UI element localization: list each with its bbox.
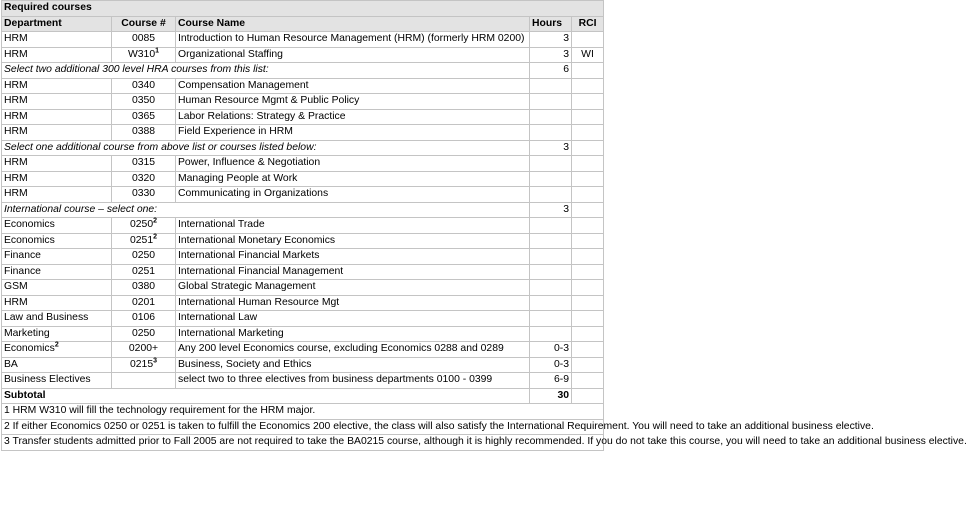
course-number-text: 0380 — [131, 281, 156, 292]
course-number-text: 0201 — [131, 296, 156, 308]
course-number-text: 0106 — [131, 312, 156, 323]
title-row — [2, 1, 604, 17]
department-text: HRM — [4, 48, 28, 60]
rci-cell — [572, 218, 604, 234]
department-text: GSM — [4, 281, 28, 292]
course-name-cell: International Financial Markets — [176, 249, 530, 265]
hours-cell — [530, 280, 572, 296]
course-number-text: 0365 — [131, 110, 156, 122]
course-name-cell: Any 200 level Economics course, excluding Economics 0288 and 0289 — [176, 342, 530, 358]
instruction-text: Select two additional 300 level HRA courses from this list: — [2, 63, 530, 79]
department-text: HRM — [4, 95, 28, 106]
hours-cell: 3 — [530, 47, 572, 63]
department-text: BA — [4, 358, 18, 370]
rci-cell — [572, 373, 604, 389]
course-number-cell — [112, 357, 176, 373]
hours-cell — [530, 187, 572, 203]
rci-cell — [572, 202, 604, 218]
course-number-cell — [112, 109, 176, 125]
header-row — [2, 16, 604, 32]
department-text: Marketing — [4, 327, 50, 339]
rci-cell — [572, 171, 604, 187]
department-cell — [2, 342, 112, 358]
hours-cell — [530, 218, 572, 234]
department-text: Economics — [4, 234, 55, 246]
footnote-row — [2, 435, 604, 451]
hours-cell: 3 — [530, 140, 572, 156]
department-cell — [2, 326, 112, 342]
rci-cell — [572, 280, 604, 296]
hours-cell — [530, 94, 572, 110]
hours-cell — [530, 311, 572, 327]
course-row — [2, 32, 604, 48]
department-text: HRM — [4, 126, 28, 137]
course-row — [2, 249, 604, 265]
course-number-cell — [112, 280, 176, 296]
course-row — [2, 295, 604, 311]
course-number-text: 0250 — [129, 219, 154, 230]
course-number-cell — [112, 32, 176, 48]
rci-cell — [572, 140, 604, 156]
course-number-text: 0320 — [131, 172, 156, 184]
course-row — [2, 373, 604, 389]
rci-cell — [572, 326, 604, 342]
table-title: Required courses — [2, 1, 604, 17]
department-cell — [2, 357, 112, 373]
course-name-cell: Labor Relations: Strategy & Practice — [176, 109, 530, 125]
department-text: HRM — [4, 79, 28, 91]
table-body — [2, 1, 967, 451]
course-name-cell: Organizational Staffing — [176, 47, 530, 63]
department-text: HRM — [4, 110, 28, 122]
rci-cell — [572, 311, 604, 327]
hours-cell: 6 — [530, 63, 572, 79]
course-name-cell: International Trade — [176, 218, 530, 234]
course-name-cell: Global Strategic Management — [176, 280, 530, 296]
department-text: HRM — [4, 33, 28, 44]
course-row — [2, 357, 604, 373]
rci-cell — [572, 156, 604, 172]
instruction-row — [2, 63, 604, 79]
subtotal-rci — [572, 388, 604, 404]
department-text: Finance — [4, 250, 41, 261]
course-number-cell — [112, 125, 176, 141]
course-number-cell — [112, 187, 176, 203]
required-courses-table — [1, 0, 967, 451]
course-name-cell: select two to three electives from business departments 0100 - 0399 — [176, 373, 530, 389]
header-hours: Hours — [530, 16, 572, 32]
course-row — [2, 233, 604, 249]
footnote-marker: 2 — [153, 233, 158, 241]
course-row — [2, 78, 604, 94]
course-number-text: 0350 — [131, 95, 156, 106]
course-number-cell — [112, 311, 176, 327]
course-name-cell: International Law — [176, 311, 530, 327]
course-number-cell — [112, 218, 176, 234]
course-number-cell — [112, 295, 176, 311]
course-name-cell: Power, Influence & Negotiation — [176, 156, 530, 172]
course-number-text: 0250 — [131, 250, 156, 261]
instruction-row — [2, 202, 604, 218]
department-cell — [2, 218, 112, 234]
course-name-cell: International Financial Management — [176, 264, 530, 280]
footnote-marker: 2 — [153, 217, 158, 225]
department-cell — [2, 78, 112, 94]
department-cell — [2, 280, 112, 296]
course-number-text: 0085 — [131, 33, 156, 44]
department-text: Economics — [4, 219, 55, 230]
instruction-text: Select one additional course from above list or courses listed below: — [2, 140, 530, 156]
rci-cell — [572, 63, 604, 79]
department-cell — [2, 32, 112, 48]
department-text: Law and Business — [4, 312, 89, 323]
hours-cell: 0-3 — [530, 342, 572, 358]
department-text: HRM — [4, 296, 28, 308]
course-row — [2, 280, 604, 296]
hours-cell — [530, 109, 572, 125]
footnote-text: 3 Transfer students admitted prior to Fall 2005 are not required to take the BA0215 course, although it is highly recommended. If you do not take this course, you will need to take an additional business elective. — [2, 435, 604, 451]
rci-cell — [572, 109, 604, 125]
instruction-text: International course – select one: — [2, 202, 530, 218]
course-number-text: 0315 — [131, 157, 156, 168]
department-cell — [2, 94, 112, 110]
course-name-cell: International Human Resource Mgt — [176, 295, 530, 311]
course-row — [2, 47, 604, 63]
header-course-name: Course Name — [176, 16, 530, 32]
course-row — [2, 94, 604, 110]
course-number-text: 0340 — [131, 79, 156, 91]
course-number-cell — [112, 264, 176, 280]
department-cell — [2, 156, 112, 172]
course-name-cell: Introduction to Human Resource Management (HRM) (formerly HRM 0200) — [176, 32, 530, 48]
course-row — [2, 264, 604, 280]
course-number-text: 0250 — [131, 327, 156, 339]
footnote-row — [2, 404, 604, 420]
department-cell — [2, 47, 112, 63]
course-name-cell: Business, Society and Ethics — [176, 357, 530, 373]
department-cell — [2, 249, 112, 265]
course-number-cell — [112, 78, 176, 94]
hours-cell: 0-3 — [530, 357, 572, 373]
course-number-text: 0330 — [131, 188, 156, 199]
department-cell — [2, 373, 112, 389]
course-row — [2, 326, 604, 342]
footnote-marker: 3 — [153, 357, 158, 365]
hours-cell — [530, 264, 572, 280]
department-cell — [2, 295, 112, 311]
rci-cell — [572, 342, 604, 358]
course-row — [2, 109, 604, 125]
hours-cell: 3 — [530, 202, 572, 218]
rci-cell: WI — [572, 47, 604, 63]
department-text: HRM — [4, 157, 28, 168]
course-number-cell — [112, 326, 176, 342]
hours-cell — [530, 156, 572, 172]
header-course-number: Course # — [112, 16, 176, 32]
department-cell — [2, 171, 112, 187]
course-number-text: W310 — [127, 48, 156, 60]
footnote-row — [2, 419, 604, 435]
hours-cell: 6-9 — [530, 373, 572, 389]
hours-cell — [530, 171, 572, 187]
course-number-cell — [112, 249, 176, 265]
department-text: Economics — [4, 343, 55, 354]
course-number-cell — [112, 171, 176, 187]
course-number-cell — [112, 373, 176, 389]
department-text: Finance — [4, 265, 41, 277]
course-number-cell — [112, 342, 176, 358]
rci-cell — [572, 125, 604, 141]
department-cell — [2, 233, 112, 249]
course-number-cell — [112, 156, 176, 172]
department-cell — [2, 125, 112, 141]
hours-cell: 3 — [530, 32, 572, 48]
course-name-cell: Communicating in Organizations — [176, 187, 530, 203]
course-name-cell: International Monetary Economics — [176, 233, 530, 249]
rci-cell — [572, 187, 604, 203]
footnote-marker: 2 — [54, 341, 59, 349]
rci-cell — [572, 295, 604, 311]
rci-cell — [572, 249, 604, 265]
footnote-text: 1 HRM W310 will fill the technology requirement for the HRM major. — [2, 404, 604, 420]
hours-cell — [530, 233, 572, 249]
course-row — [2, 311, 604, 327]
rci-cell — [572, 357, 604, 373]
course-name-cell: Human Resource Mgmt & Public Policy — [176, 94, 530, 110]
course-number-cell — [112, 94, 176, 110]
hours-cell — [530, 249, 572, 265]
footnote-text: 2 If either Economics 0250 or 0251 is taken to fulfill the Economics 200 elective, the class will also satisfy the International Requirement. You will need to take an additional business elective. — [2, 419, 604, 435]
instruction-row — [2, 140, 604, 156]
footnote-marker: 1 — [155, 47, 160, 55]
subtotal-hours: 30 — [530, 388, 572, 404]
course-name-cell: Managing People at Work — [176, 171, 530, 187]
department-text: HRM — [4, 188, 28, 199]
course-row — [2, 156, 604, 172]
course-name-cell: International Marketing — [176, 326, 530, 342]
rci-cell — [572, 264, 604, 280]
department-cell — [2, 187, 112, 203]
subtotal-label: Subtotal — [2, 388, 530, 404]
department-text: Business Electives — [4, 374, 91, 385]
course-row — [2, 187, 604, 203]
department-text: HRM — [4, 172, 28, 184]
course-row — [2, 342, 604, 358]
rci-cell — [572, 32, 604, 48]
course-row — [2, 171, 604, 187]
header-rci: RCI — [572, 16, 604, 32]
course-number-text: 0200+ — [128, 343, 159, 354]
course-row — [2, 218, 604, 234]
hours-cell — [530, 295, 572, 311]
rci-cell — [572, 94, 604, 110]
department-cell — [2, 109, 112, 125]
course-number-text: 0388 — [131, 126, 156, 137]
hours-cell — [530, 326, 572, 342]
subtotal-row — [2, 388, 604, 404]
course-number-cell — [112, 47, 176, 63]
course-name-cell: Field Experience in HRM — [176, 125, 530, 141]
course-number-text: 0251 — [129, 234, 154, 246]
course-number-cell — [112, 233, 176, 249]
header-department: Department — [2, 16, 112, 32]
rci-cell — [572, 233, 604, 249]
course-name-cell: Compensation Management — [176, 78, 530, 94]
hours-cell — [530, 125, 572, 141]
hours-cell — [530, 78, 572, 94]
department-cell — [2, 311, 112, 327]
course-number-text: 0215 — [129, 358, 154, 370]
rci-cell — [572, 78, 604, 94]
department-cell — [2, 264, 112, 280]
course-number-text: 0251 — [131, 265, 156, 277]
course-row — [2, 125, 604, 141]
